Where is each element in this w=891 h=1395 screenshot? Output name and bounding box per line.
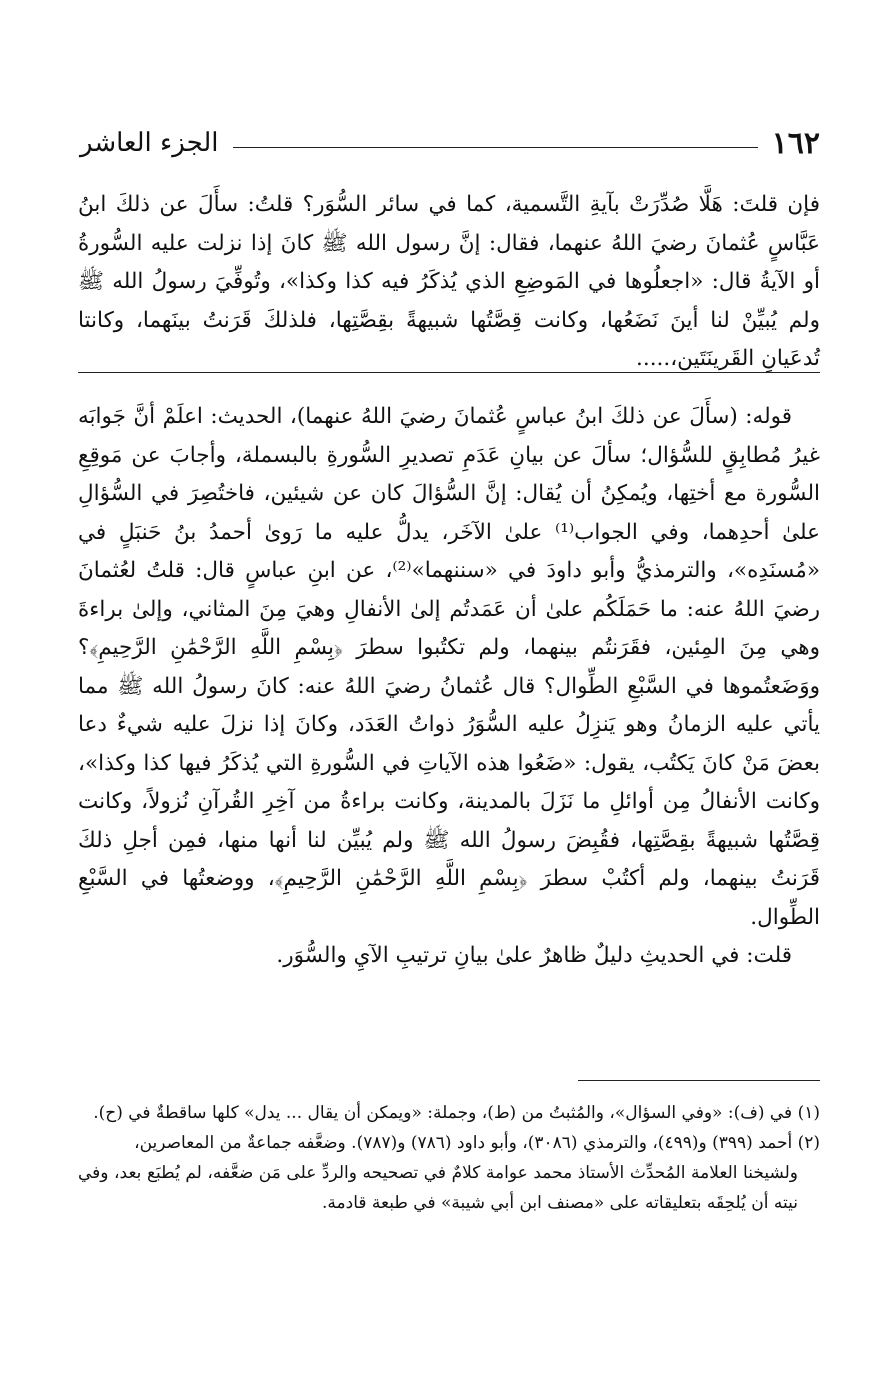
quoted-text-block — [78, 186, 820, 379]
footnotes-block — [78, 1098, 820, 1218]
commentary-block — [78, 398, 820, 976]
commentary-text: قوله: (سأَلَ عن ذلكَ ابنُ عباسٍ عُثمانَ رضيَ اللهُ عنهما)، الحديث: اعلَمْ أنَّ جَوابَه غيرُ مُطابِقٍ للسُّؤال؛ سألَ عن بيانِ عَدَمِ تصديرِ السُّورةِ بالبسملة، وأجابَ عن مَوقِعِ السُّورة مع أختِها، ويُمكِنُ أن يُقال: إنَّ السُّؤالَ كان عن شيئين، فاختُصِرَ في السُّؤالِ علىٰ أحدِهما، وفي الجواب⁽¹⁾ علىٰ الآخَر، يدلُّ عليه ما رَوىٰ أحمدُ بنُ حَنبَلٍ في «مُسنَدِه»، والترمذيُّ وأبو داودَ في «سننهما»⁽²⁾، عن ابنِ عباسٍ قال: قلتُ لعُثمانَ رضيَ اللهُ عنه: ما حَمَلَكُم علىٰ أن عَمَدتُم إلىٰ الأنفالِ وهيَ مِنَ المثاني، وإلىٰ براءةَ وهي مِنَ المِئين، فقَرَنتُم بينهما، ولم تكتُبوا سطرَ ﴿بِسْمِ اللَّهِ الرَّحْمَٰنِ الرَّحِيمِ﴾؟ ووَضَعتُموها في السَّبْعِ الطِّوال؟ قال عُثمانُ رضيَ اللهُ عنه: كانَ رسولُ الله ﷺ مما يأتي عليه الزمانُ وهو يَنزِلُ عليه السُّوَرُ ذواتُ العَدَد، وكانَ إذا نزلَ عليه شيءٌ دعا بعضَ مَنْ كانَ يَكتُب، يقول: «ضَعُوا هذه الآياتِ في السُّورةِ التي يُذكَرُ فيها كذا وكذا»، وكانت الأنفالُ مِن أوائلِ ما نَزَلَ بالمدينة، وكانت براءةُ من آخِرِ القُرآنِ نُزولاً، وكانت قِصَّتُها شبيهةً بقِصَّتِها، فقُبِضَ رسولُ الله ﷺ ولم يُبيِّن لنا أنها منها، فمِن أجلِ ذلكَ قَرَنتُ بينهما، ولم أكتُبْ سطرَ ﴿بِسْمِ اللَّهِ الرَّحْمَٰنِ الرَّحِيمِ﴾، ووضعتُها في السَّبْعِ الطِّوال. — [78, 404, 821, 930]
commentary-paragraph — [78, 398, 820, 937]
header-rule — [233, 147, 758, 148]
footnote-1: (١) في (ف): «وفي السؤال»، والمُثبتُ من (ط)، وجملة: «ويمكن أن يقال ... يدل» كلها ساقطةٌ في (ح). — [93, 1103, 820, 1123]
page-header — [80, 118, 820, 168]
conclusion-text: قلت: في الحديثِ دليلٌ ظاهرٌ علىٰ بيانِ ترتيبِ الآيِ والسُّوَر. — [276, 943, 792, 968]
footnote-2: (٢) أحمد (٣٩٩) و(٤٩٩)، والترمذي (٣٠٨٦)، وأبو داود (٧٨٦) و(٧٨٧). وضعَّفه جماعةٌ من المعاصرين، — [134, 1133, 820, 1153]
quoted-paragraph: فإن قلتَ: هَلَّا صُدِّرَتْ بآيةِ التَّسمية، كما في سائر السُّوَر؟ قلتُ: سأَلَ عن ذلكَ ابنُ عَبَّاسٍ عُثمانَ رضيَ اللهُ عنهما، فقال: إنَّ رسول الله ﷺ كانَ إذا نزلت عليه السُّورةُ أو الآيةُ قال: «اجعلُوها في المَوضِعِ الذي يُذكَرُ فيه كذا وكذا»، وتُوفِّيَ رسولُ الله ﷺ ولم يُبيِّنْ لنا أينَ نَضَعُها، وكانت قِصَّتُها شبيهةً بقِصَّتِها، فلذلكَ قَرَنتُ بينَهما، وكانتا تُدعَيانِ القَرينَتَين،..... — [78, 192, 820, 371]
conclusion-paragraph — [78, 937, 820, 976]
section-divider — [78, 372, 820, 373]
footnote-rule — [578, 1080, 820, 1081]
page-number: ١٦٢ — [771, 125, 820, 161]
running-title: الجزء العاشر — [80, 128, 219, 158]
footnote-2-continuation: ولشيخنا العلامة المُحدِّث الأستاذ محمد عوامة كلامٌ في تصحيحه والردِّ على مَن ضعَّفه، لم يُطبَع بعد، وفي نيته أن يُلحِقَه بتعليقاته على «مصنف ابن أبي شيبة» في طبعة قادمة. — [78, 1163, 798, 1213]
